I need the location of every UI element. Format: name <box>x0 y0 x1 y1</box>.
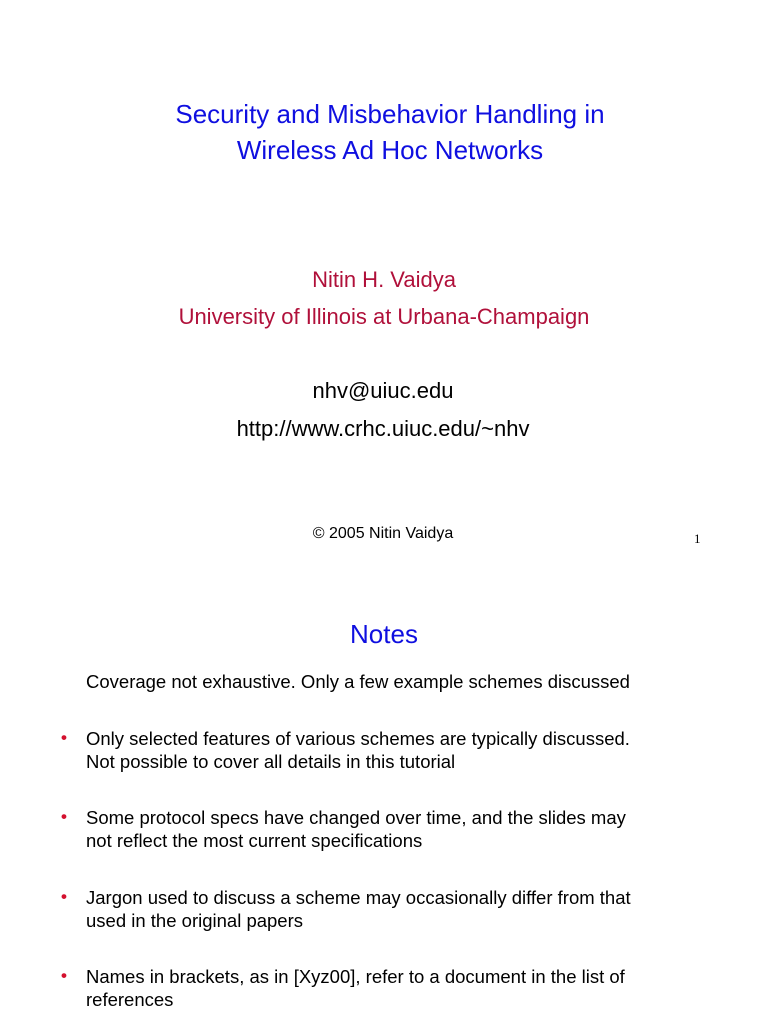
note-item-line-1: Jargon used to discuss a scheme may occasionally differ from that <box>86 887 631 908</box>
author-name: Nitin H. Vaidya <box>312 267 456 292</box>
bullet-marker: • <box>61 966 67 985</box>
author-affiliation: University of Illinois at Urbana-Champaign <box>178 304 590 329</box>
notes-intro <box>86 670 736 693</box>
bullet-marker: • <box>61 887 67 906</box>
bullet-marker: • <box>61 728 67 747</box>
note-item-line-2: not reflect the most current specifications <box>86 830 423 851</box>
note-item-line-1: Names in brackets, as in [Xyz00], refer to a document in the list of <box>86 966 625 987</box>
notes-heading: Notes <box>350 619 418 649</box>
author-website: http://www.crhc.uiuc.edu/~nhv <box>236 416 530 441</box>
note-item-line-1: Some protocol specs have changed over time, and the slides may <box>86 807 626 828</box>
note-item-line-1: Only selected features of various schemes are typically discussed. <box>86 728 630 749</box>
page-number: 1 <box>694 531 701 546</box>
note-item <box>86 806 736 852</box>
note-item <box>86 886 736 932</box>
slide-title-line-1: Security and Misbehavior Handling in <box>175 99 605 129</box>
note-item <box>86 727 736 773</box>
note-item-line-2: references <box>86 989 174 1010</box>
notes-intro-text: Coverage not exhaustive. Only a few example schemes discussed <box>86 671 630 692</box>
copyright-notice: © 2005 Nitin Vaidya <box>312 525 454 542</box>
note-item <box>86 965 736 1011</box>
bullet-marker: • <box>61 807 67 826</box>
author-email: nhv@uiuc.edu <box>312 378 454 403</box>
slide-title-line-2: Wireless Ad Hoc Networks <box>236 135 544 165</box>
note-item-line-2: used in the original papers <box>86 910 304 931</box>
note-item-line-2: Not possible to cover all details in this tutorial <box>86 751 456 772</box>
